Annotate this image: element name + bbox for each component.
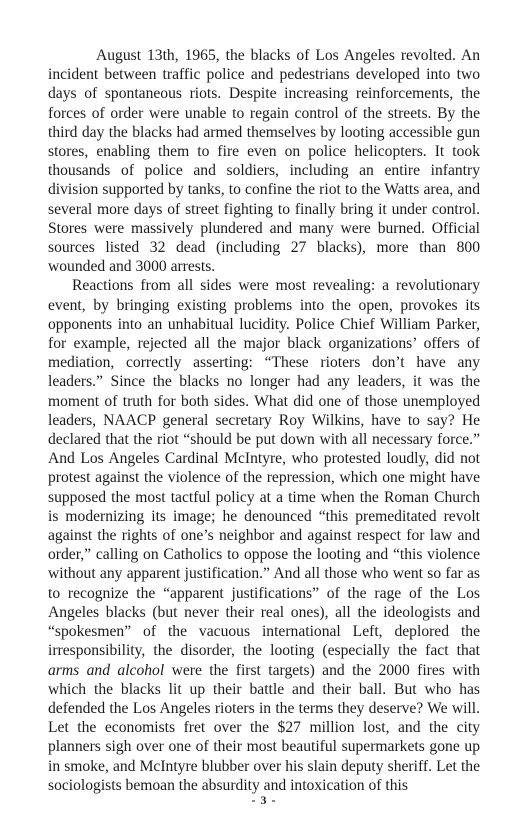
paragraph-2 [48,276,480,794]
paragraph-2-text-part-1: Reactions from all sides were most revealing: a revolutionary event, by bringing existing problems into the open, provokes its opponents into an unhabitual lucidity. Police Chief William Parker, for example, rejected all the major black organizations’ offers of mediation, correctly asserting: “These rioters don’t have any leaders.” Since the blacks no longer had any leaders, it was the moment of truth for both sides. What did one of those unemployed leaders, NAACP general secretary Roy Wilkins, have to say? He declared that the riot “should be put down with all necessary force.” And Los Angeles Cardinal McIntyre, who protested loudly, did not protest against the violence of the repression, which one might have supposed the most tactful policy at a time when the Roman Church is modernizing its image; he denounced “this premeditated revolt against the rights of one’s neighbor and against respect for law and order,” calling on Catholics to oppose the looting and “this violence without any apparent justification.” And all those who went so far as to recognize the “apparent justifications” of the rage of the Los Angeles blacks (but never their real ones), all the ideologists and “spokesmen” of the vacuous international Left, deplored the irresponsibility, the disorder, the looting (especially the fact that [48,277,480,660]
paragraph-2-text-part-2: were the first targets) and the 2000 fires with which the blacks lit up their battle and their ball. But who has defended the Los Angeles rioters in the terms they deserve? We will. Let the economists fret over the $27 million lost, and the city planners sigh over one of their most beautiful supermarkets gone up in smoke, and McIntyre blubber over his slain deputy sheriff. Let the sociologists bemoan the absurdity and intoxication of this [48,661,481,794]
page-number: - 3 - [251,793,277,807]
body-text [48,46,480,795]
paragraph-1 [48,46,480,276]
paragraph-1-text: August 13th, 1965, the blacks of Los Angeles revolted. An incident between traffic police and pedestrians developed into two days of spontaneous riots. Despite increasing reinforcements, the forces of order were unable to regain control of the streets. By the third day the blacks had armed themselves by looting accessible gun stores, enabling them to fire even on police helicopters. It took thousands of police and soldiers, including an entire infantry division supported by tanks, to confine the riot to the Watts area, and several more days of street fighting to finally bring it under control. Stores were massively plundered and many were burned. Official sources listed 32 dead (including 27 blacks), more than 800 wounded and 3000 arrests. [48,47,480,276]
paragraph-2-italic-phrase: arms and alcohol [48,661,165,679]
